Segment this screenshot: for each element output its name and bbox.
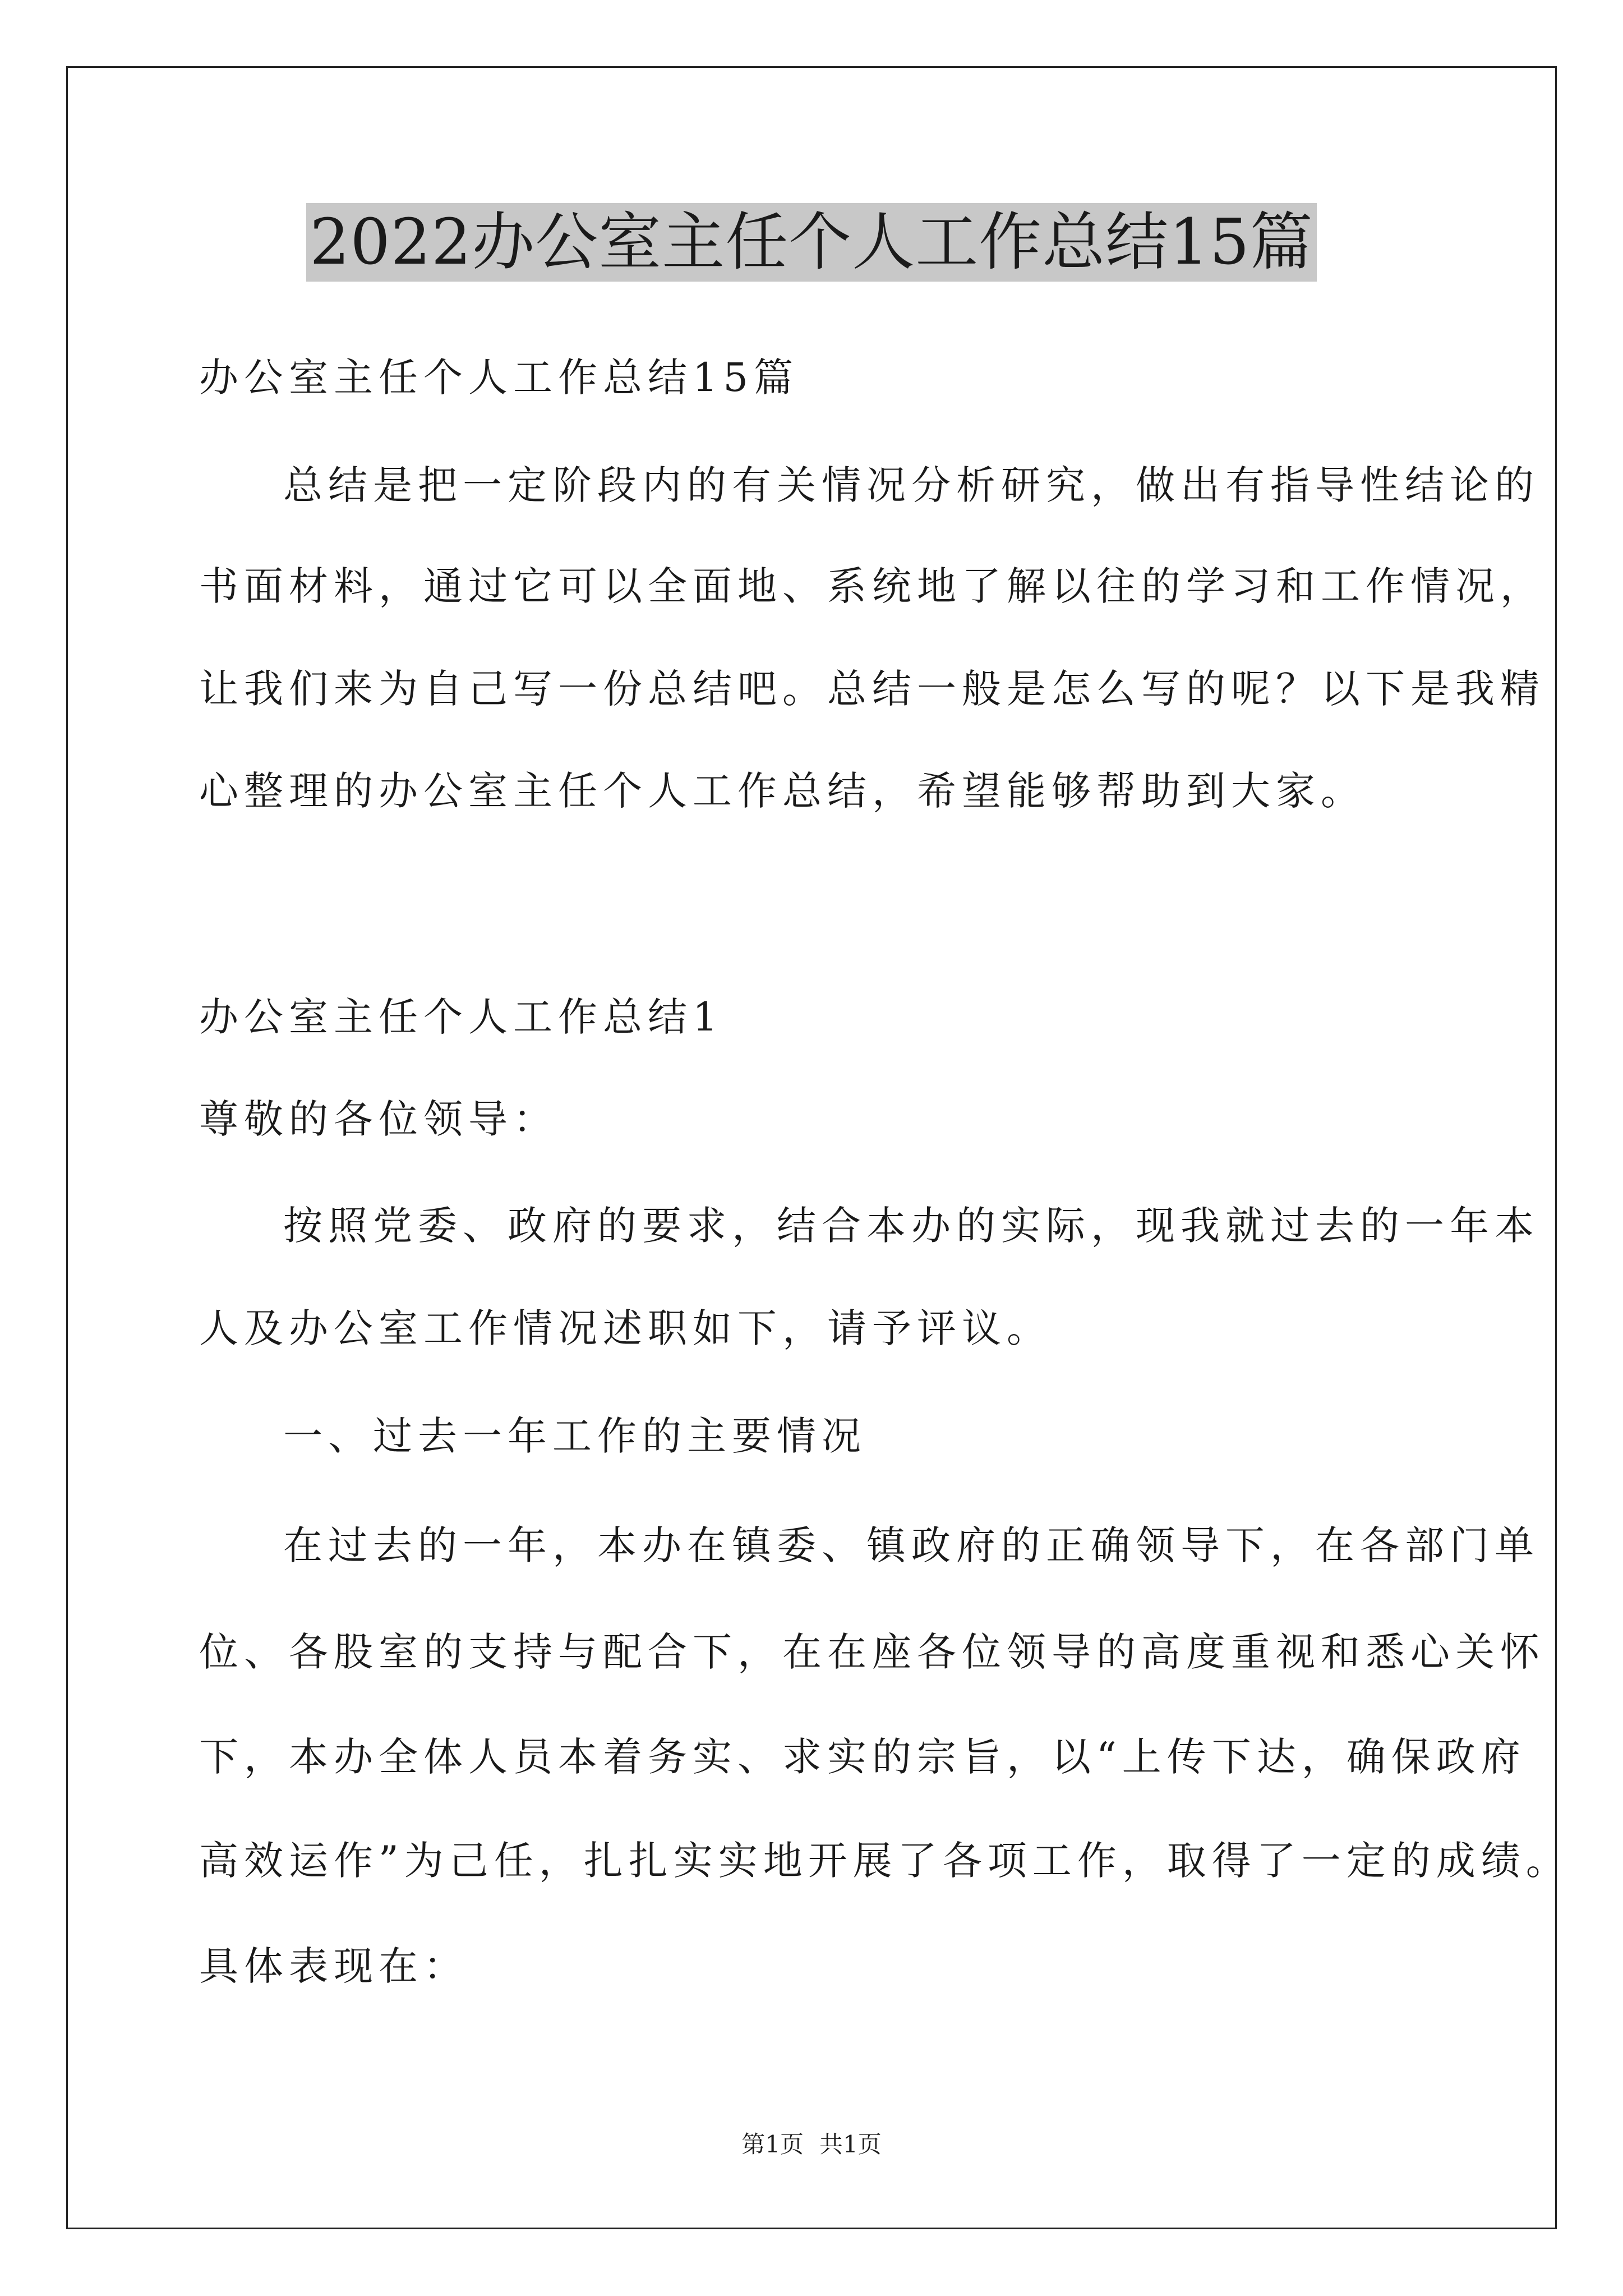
- subheading-line: 一、过去一年工作的主要情况: [283, 1413, 866, 1459]
- subtitle-line: 办公室主任个人工作总结15篇: [199, 355, 799, 401]
- body-line: 按照党委、政府的要求，结合本办的实际，现我就过去的一年本: [283, 1203, 1539, 1249]
- body-line: 在过去的一年，本办在镇委、镇政府的正确领导下，在各部门单: [283, 1522, 1539, 1568]
- body-line: 人及办公室工作情况述职如下，请予评议。: [199, 1305, 1052, 1351]
- page-total: 共1页: [819, 2131, 882, 2158]
- section-heading: 办公室主任个人工作总结1: [199, 994, 723, 1040]
- body-line: 总结是把一定阶段内的有关情况分析研究，做出有指导性结论的: [283, 462, 1539, 508]
- page-footer: [0, 2129, 1623, 2160]
- body-line: 具体表现在：: [199, 1943, 468, 1989]
- body-line: 让我们来为自己写一份总结吧。总结一般是怎么写的呢？以下是我精: [199, 666, 1545, 712]
- body-line: 书面材料，通过它可以全面地、系统地了解以往的学习和工作情况，: [199, 563, 1545, 609]
- body-line: 心整理的办公室主任个人工作总结，希望能够帮助到大家。: [199, 768, 1366, 814]
- document-title: 2022办公室主任个人工作总结15篇: [306, 203, 1317, 282]
- body-line: 位、各股室的支持与配合下，在在座各位领导的高度重视和悉心关怀: [199, 1629, 1545, 1675]
- title-container: [0, 203, 1623, 282]
- body-line: 高效运作”为己任，扎扎实实地开展了各项工作，取得了一定的成绩。: [199, 1838, 1571, 1884]
- body-line: 下，本办全体人员本着务实、求实的宗旨，以“上传下达，确保政府: [199, 1734, 1526, 1780]
- salutation: 尊敬的各位领导：: [199, 1096, 558, 1142]
- page-number: 第1页: [741, 2131, 804, 2158]
